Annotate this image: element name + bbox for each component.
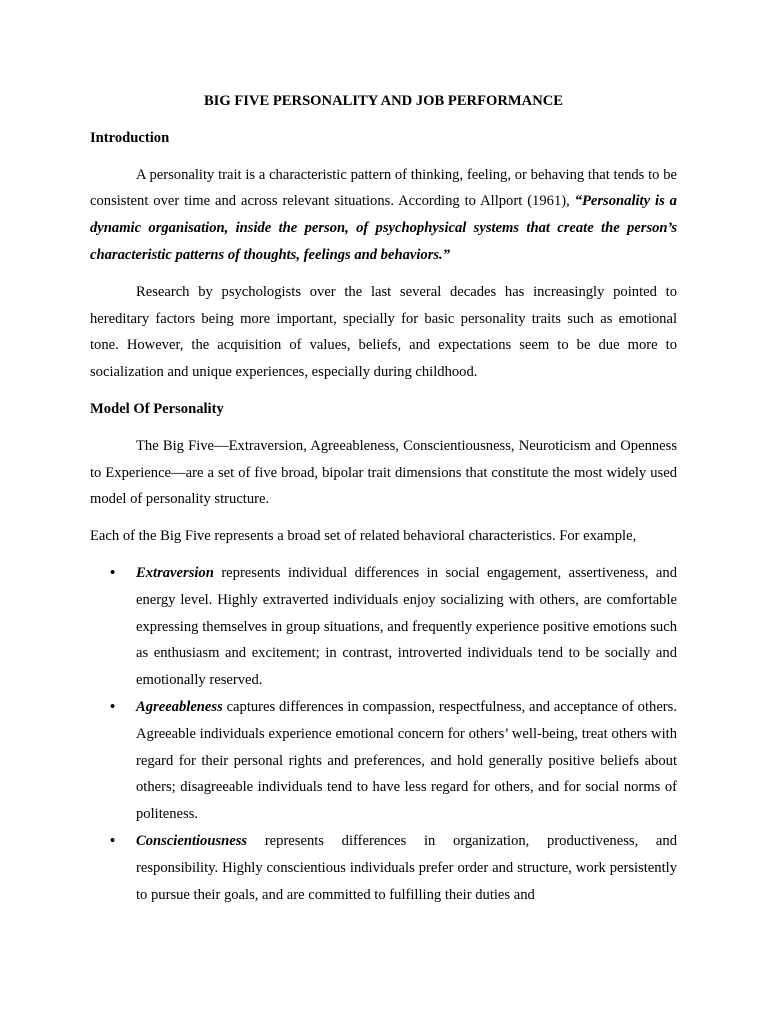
model-paragraph-1: The Big Five—Extraversion, Agreeableness, Conscientiousness, Neuroticism and Openness to Experience—are a set of five broad, bipolar trait dimensions that constitute the most widely used model of personality structure. [90,437,677,508]
model-paragraph-2: Each of the Big Five represents a broad set of related behavioral characteristics. For example, [90,528,637,545]
trait-description: represents differences in organization, productiveness, and responsibility. Highly conscientious individuals prefer order and structure, work persistently to pursue their goals, and are committed to fulfilling their duties and [136,832,677,903]
introduction-paragraph-1 [90,162,677,269]
document-title: BIG FIVE PERSONALITY AND JOB PERFORMANCE [203,93,564,109]
trait-term: Agreeableness [136,698,223,715]
introduction-paragraph-1-text: A personality trait is a characteristic pattern of thinking, feeling, or behaving that tends to be consistent over time and across relevant situations. According to Allport (1961), [90,166,677,210]
trait-description: represents individual differences in social engagement, assertiveness, and energy level. Highly extraverted individuals enjoy socializing with others, are comfortable expressing themselves in group situations, and frequently experience positive emotions such as enthusiasm and excitement; in contrast, introverted individuals tend to be socially and emotionally reserved. [136,564,677,689]
list-item-extraversion [90,560,677,694]
list-item-agreeableness [90,694,677,828]
trait-description: captures differences in compassion, respectfulness, and acceptance of others. Agreeable individuals experience emotional concern for others’ well-being, treat others with regard for their personal rights and preferences, and hold generally positive beliefs about others; disagreeable individuals tend to have less regard for others, and for social norms of politeness. [136,698,677,823]
trait-term: Conscientiousness [136,832,248,849]
trait-bullet-list [90,560,677,908]
bullet-icon: • [110,832,116,849]
introduction-paragraph-2: Research by psychologists over the last several decades has increasingly pointed to hereditary factors being more important, specially for basic personality traits such as emotional tone. However, the acquisition of values, beliefs, and expectations seem to be due more to socialization and unique experiences, especially during childhood. [90,283,677,381]
allport-quote: “Personality is a dynamic organisation, inside the person, of psychophysical systems that create the person’s characteristic patterns of thoughts, feelings and behaviors.” [90,193,677,263]
trait-term: Extraversion [136,564,214,581]
list-item-conscientiousness [90,828,677,908]
document-body [90,88,677,908]
bullet-icon: • [110,564,116,581]
model-heading: Model Of Personality [90,400,224,417]
introduction-heading: Introduction [90,129,170,146]
bullet-icon: • [110,698,116,715]
